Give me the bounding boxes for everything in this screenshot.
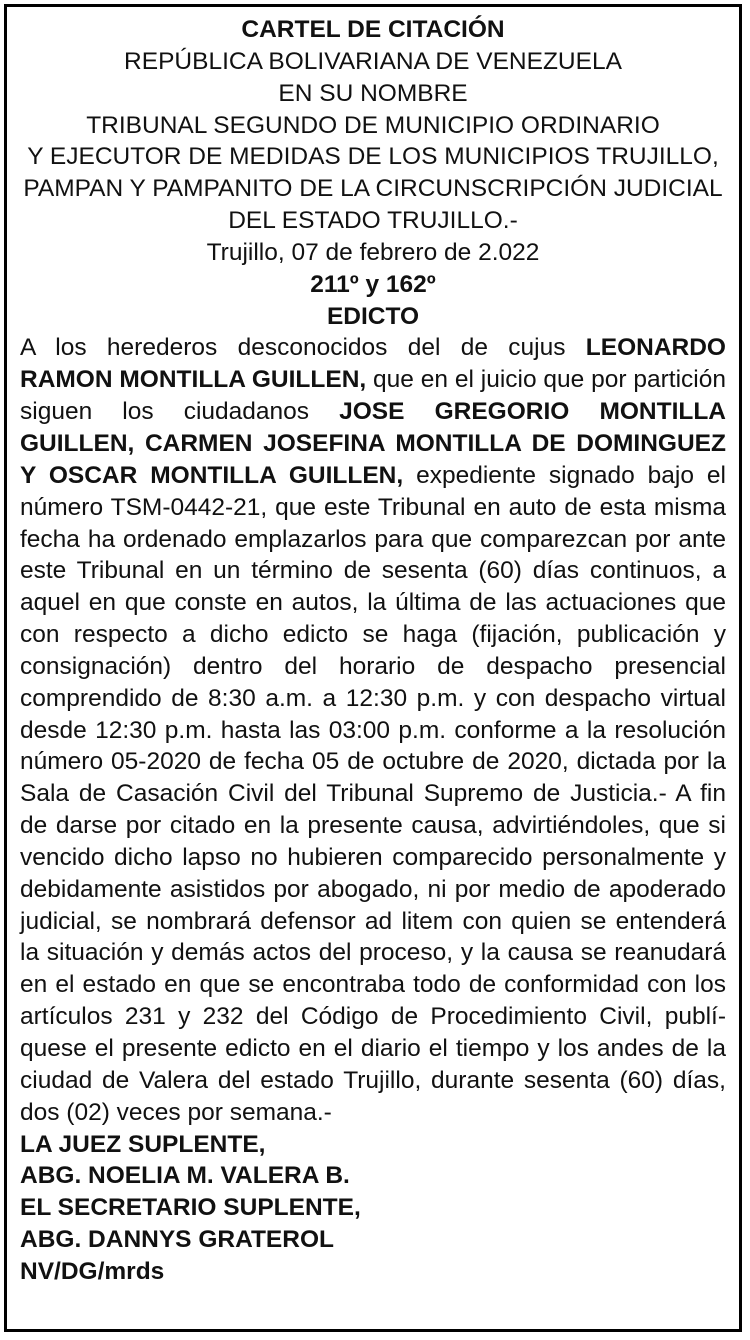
body-text-3: expediente signado bajo el número TSM-0442-21, que este Tribunal en auto de esta misma fecha ha ordenado emplazarlos para que comparezcan por ante este Tribunal en un término de sesenta (60) días continuos, a aquel en que conste en autos, la última de las actuaciones que con respecto a dicho edicto se haga (fijación, publicación y consignación) dentro del horario de despacho presencial comprendido de 8:30 a.m. a 12:30 p.m. y con despacho virtual desde 12:30 p.m. hasta las 03:00 p.m. conforme a la resolución número 05-2020 de fecha 05 de octubre de 2020, dictada por la Sala de Casación Civil del Tribunal Supremo de Justicia.- A fin de darse por citado en la presente causa, advirtiéndoles, que si vencido dicho lapso no hubieren comparecido personalmente y debidamente asistidos por abogado, ni por medio de apoderado judicial, se nombrará defensor ad litem con quien se entenderá la situación y demás actos del proceso, y la causa se reanudará en el estado en que se encontraba todo de conformidad con los artículos 231 y 232 del Código de Procedimiento Civil, publíquese el presente edicto en el diario el tiempo y los andes de la ciudad de Valera del estado Trujillo, durante sesenta (60) días, dos (02) veces por semana.- xyxy=(20,461,726,1126)
judge-title: LA JUEZ SUPLENTE, xyxy=(20,1130,266,1158)
deceased-name: LEONARDO RAMON MONTILLA GUILLEN, xyxy=(20,334,726,394)
body-text-2: que en el juicio que por partición siguen los ciudadanos xyxy=(20,366,726,426)
initials: NV/DG/mrds xyxy=(20,1257,165,1285)
claimant-names: JOSE GREGORIO MONTILLA GUILLEN, CARMEN JOSEFINA MONTILLA DE DOMINGUEZ Y OSCAR MONTILLA GUILLEN, xyxy=(20,398,726,489)
judge-name: ABG. NOELIA M. VALERA B. xyxy=(20,1162,350,1190)
body-text-1: A los herederos desconocidos del de cujus xyxy=(20,334,586,362)
edict-body xyxy=(20,332,726,1128)
secretary-name: ABG. DANNYS GRATEROL xyxy=(20,1226,334,1254)
notice-title: CARTEL DE CITACIÓN xyxy=(241,16,505,43)
edict-heading: EDICTO xyxy=(326,302,420,330)
notice xyxy=(20,14,726,1288)
date-line: Trujillo, 07 de febrero de 2.022 xyxy=(206,238,540,266)
signature-block xyxy=(20,1129,726,1288)
court-line-3: PAMPAN Y PAMPANITO DE LA CIRCUNSCRIPCIÓN JUDICIAL xyxy=(23,175,723,203)
country-line: REPÚBLICA BOLIVARIANA DE VENEZUELA xyxy=(124,47,622,75)
years-line: 211º y 162º xyxy=(310,270,436,298)
notice-header xyxy=(20,14,726,332)
secretary-title: EL SECRETARIO SUPLENTE, xyxy=(20,1194,361,1222)
court-line-1: TRIBUNAL SEGUNDO DE MUNICIPIO ORDINARIO xyxy=(86,111,660,139)
court-line-4: DEL ESTADO TRUJILLO.- xyxy=(228,207,518,235)
in-name-line: EN SU NOMBRE xyxy=(278,79,468,107)
court-line-2: Y EJECUTOR DE MEDIDAS DE LOS MUNICIPIOS TRUJILLO, xyxy=(27,143,719,171)
